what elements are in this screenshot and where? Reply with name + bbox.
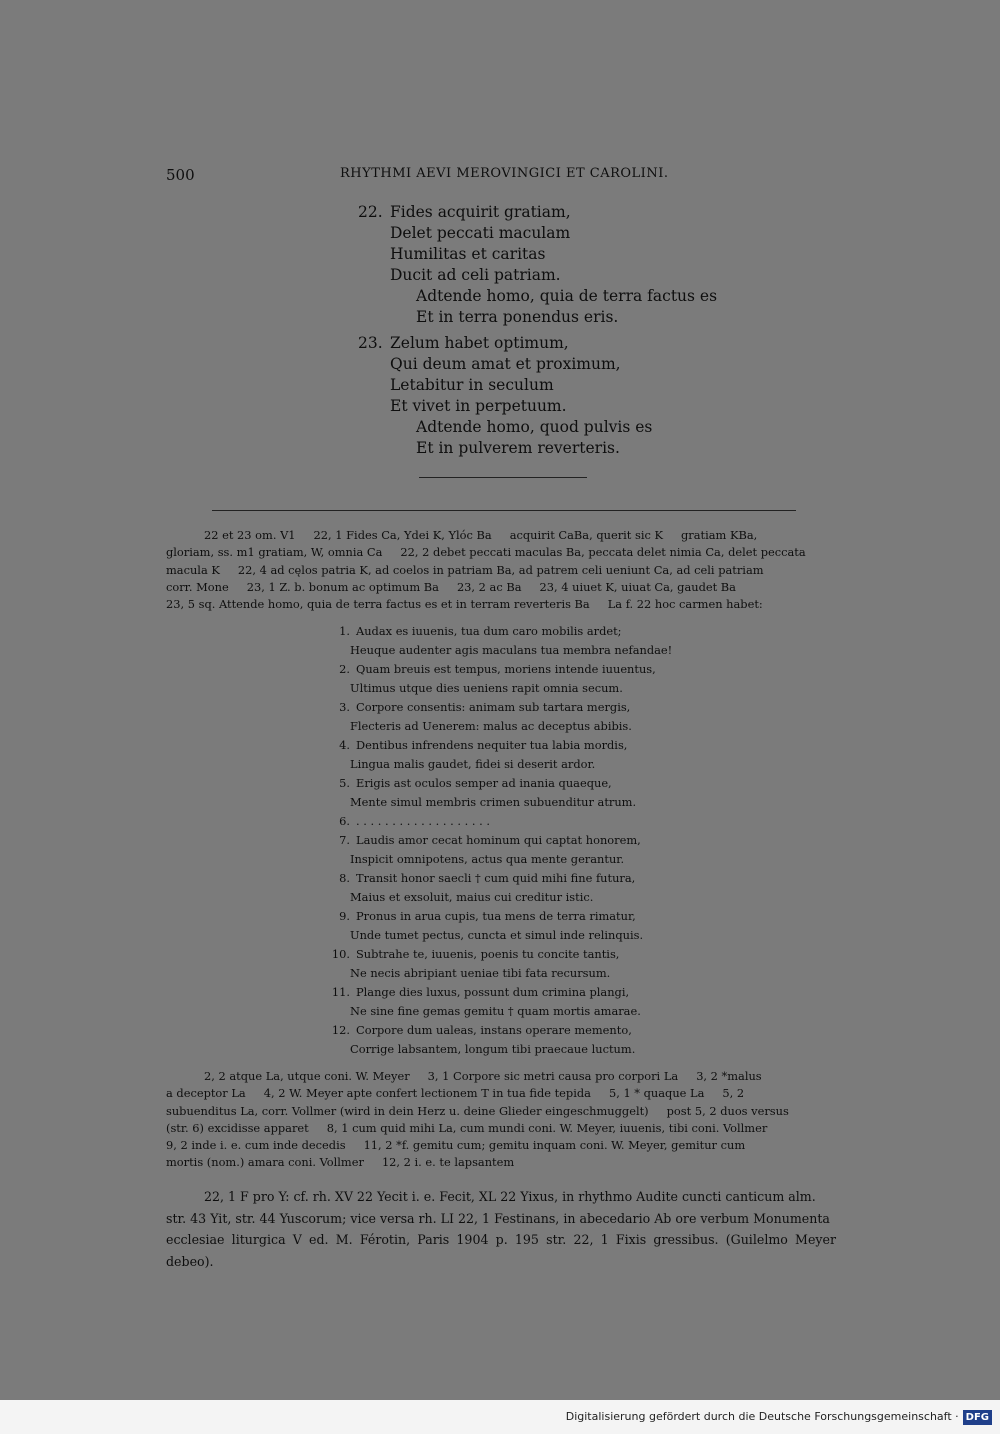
poem-stanza: 8. Transit honor saecli † cum quid mihi fine futura, Maius et exsoluit, maius cui creditur istic. xyxy=(339,871,636,904)
apparatus-line: mortis (nom.) amara coni. Vollmer 12, 2 i. e. te lapsantem xyxy=(166,1155,515,1170)
poem-stanza: 4. Dentibus infrendens nequiter tua labia mordis, Lingua malis gaudet, fidei si deserit ardor. xyxy=(339,738,628,771)
critical-apparatus xyxy=(166,527,836,613)
poem-stanza: 12. Corpore dum ualeas, instans operare memento, Corrige labsantem, longum tibi praecaue luctum. xyxy=(331,1023,636,1056)
poem-stanza: 10. Subtrahe te, iuuenis, poenis tu concite tantis, Ne necis abripiant ueniae tibi fata recursum. xyxy=(331,947,620,980)
note-line: ecclesiae liturgica V ed. M. Férotin, Paris 1904 p. 195 str. 22, 1 Fixis gressibus. (Guilelmo Meyer debeo). xyxy=(166,1232,836,1269)
apparatus-line: 22 et 23 om. V1 22, 1 Fides Ca, Ydei K, Ylóc Ba acquirit CaBa, querit sic K gratiam KBa, xyxy=(204,528,758,542)
poem-stanza: 9. Pronus in arua cupis, tua mens de terra rimatur, Unde tumet pectus, cuncta et simul inde relinquis. xyxy=(339,909,644,942)
refrain-line: Adtende homo, quia de terra factus es xyxy=(416,287,718,305)
verse-line: Zelum habet optimum, xyxy=(390,334,569,352)
poem-stanza: 2. Quam breuis est tempus, moriens intende iuuentus, Ultimus utque dies ueniens rapit omnia secum. xyxy=(339,662,656,695)
poem-stanza: 3. Corpore consentis: animam sub tartara mergis, Flecteris ad Uenerem: malus ac deceptus abibis. xyxy=(339,700,632,733)
poem-apparatus xyxy=(166,1068,836,1172)
stanza-number: 22. xyxy=(358,203,383,221)
apparatus-line: 23, 5 sq. Attende homo, quia de terra factus es et in terram reverteris Ba La f. 22 hoc carmen habet: xyxy=(166,597,763,612)
poem-stanza: 6. . . . . . . . . . . . . . . . . . . . xyxy=(339,814,490,828)
verse-line: Qui deum amat et proximum, xyxy=(390,355,621,373)
stanza-23 xyxy=(358,333,652,459)
note-line: str. 43 Yit, str. 44 Yuscorum; vice versa rh. LI 22, 1 Festinans, in abecedario Ab ore verbum Monumenta xyxy=(166,1210,830,1226)
apparatus-line: subuenditus La, corr. Vollmer (wird in dein Herz u. deine Glieder eingeschmuggelt) post 5, 2 duos versus xyxy=(166,1103,789,1118)
verse-line: Delet peccati maculam xyxy=(390,224,571,242)
note-line: 22, 1 F pro Y: cf. rh. XV 22 Yecit i. e. Fecit, XL 22 Yixus, in rhythmo Audite cuncti canticum alm. xyxy=(204,1189,816,1204)
page-number: 500 xyxy=(166,166,195,184)
apparatus-line: macula K 22, 4 ad cęlos patria K, ad coelos in patriam Ba, ad patrem celi ueniunt Ca, ad celi patriam xyxy=(166,562,764,577)
apparatus-line: gloriam, ss. m1 gratiam, W, omnia Ca 22, 2 debet peccati maculas Ba, peccata delet nimia Ca, delet peccata xyxy=(166,545,806,560)
refrain-line: Adtende homo, quod pulvis es xyxy=(416,418,653,436)
apparatus-line: a deceptor La 4, 2 W. Meyer apte confert lectionem T in tua fide tepida 5, 1 * quaque La 5, 2 xyxy=(166,1086,745,1101)
verse-line: Ducit ad celi patriam. xyxy=(390,266,561,284)
stanza-22 xyxy=(358,202,717,328)
running-head: RHYTHMI AEVI MEROVINGICI ET CAROLINI. xyxy=(340,166,669,181)
poem-stanza: 7. Laudis amor cecat hominum qui captat honorem, Inspicit omnipotens, actus qua mente gerantur. xyxy=(339,833,641,866)
refrain-line: Et in terra ponendus eris. xyxy=(416,308,619,326)
dfg-logo-icon[interactable]: DFG xyxy=(963,1410,992,1425)
digitization-footer xyxy=(0,1400,1000,1434)
end-of-poem-rule xyxy=(419,477,587,478)
apparatus-line: 9, 2 inde i. e. cum inde decedis 11, 2 *f. gemitu cum; gemitu inquam coni. W. Meyer, gemitur cum xyxy=(166,1138,746,1153)
apparatus-separator-rule xyxy=(212,510,796,511)
refrain-line: Et in pulverem reverteris. xyxy=(416,439,620,457)
embedded-poem xyxy=(324,622,672,1059)
apparatus-line: corr. Mone 23, 1 Z. b. bonum ac optimum Ba 23, 2 ac Ba 23, 4 uiuet K, uiuat Ca, gaudet Ba xyxy=(166,579,736,594)
stanza-number: 23. xyxy=(358,334,383,352)
apparatus-line: (str. 6) excidisse apparet 8, 1 cum quid mihi La, cum mundi coni. W. Meyer, iuuenis, tibi coni. Vollmer xyxy=(166,1120,768,1135)
verse-line: Et vivet in perpetuum. xyxy=(390,397,567,415)
verse-line: Humilitas et caritas xyxy=(390,245,546,263)
poem-stanza: 11. Plange dies luxus, possunt dum crimina plangi, Ne sine fine gemas gemitu † quam mortis amarae. xyxy=(331,985,641,1018)
verse-line: Letabitur in seculum xyxy=(390,376,554,394)
verse-line: Fides acquirit gratiam, xyxy=(390,203,571,221)
footer-credit: Digitalisierung gefördert durch die Deutsche Forschungsgemeinschaft · xyxy=(565,1410,959,1423)
editorial-note xyxy=(166,1186,836,1272)
poem-stanza: 5. Erigis ast oculos semper ad inania quaeque, Mente simul membris crimen subuenditur atrum. xyxy=(339,776,637,809)
apparatus-line: 2, 2 atque La, utque coni. W. Meyer 3, 1 Corpore sic metri causa pro corpori La 3, 2 *malus xyxy=(204,1069,762,1083)
poem-stanza: 1. Audax es iuuenis, tua dum caro mobilis ardet; Heuque audenter agis maculans tua membra nefandae! xyxy=(339,624,673,657)
